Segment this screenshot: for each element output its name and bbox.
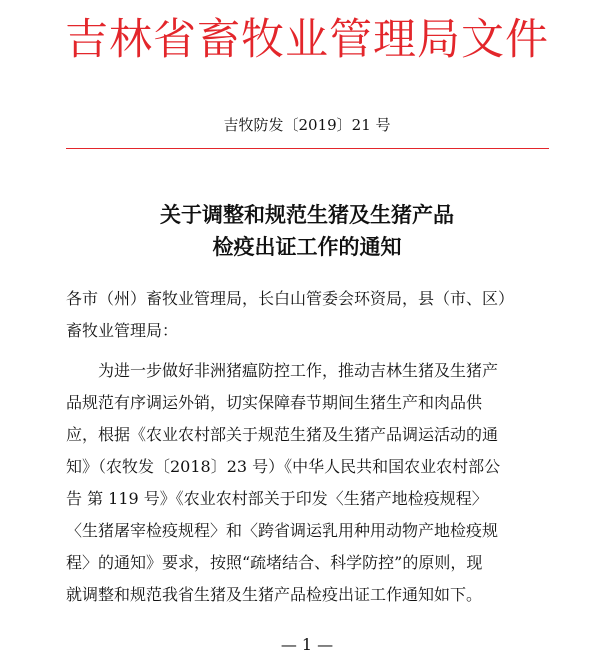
paragraph-line: 为进一步做好非洲猪瘟防控工作，推动吉林生猪及生猪产 (98, 361, 499, 380)
document-number: 吉牧防发〔2019〕21 号 (223, 116, 391, 134)
paragraph-line: 就调整和规范我省生猪及生猪产品检疫出证工作通知如下。 (66, 585, 483, 604)
paragraph-line: 品规范有序调运外销，切实保障春节期间生猪生产和肉品供 (66, 393, 483, 412)
red-divider-line (66, 148, 549, 149)
notice-title-line-1: 关于调整和规范生猪及生猪产品 (160, 203, 454, 227)
issuer-title: 吉林省畜牧业管理局文件 (65, 15, 549, 65)
recipients-line-2: 畜牧业管理局： (66, 321, 179, 340)
paragraph-line: 告 第 119 号》《农业农村部关于印发〈生猪产地检疫规程〉 (66, 489, 488, 508)
notice-title-line-2: 检疫出证工作的通知 (212, 235, 402, 259)
recipients-line-1: 各市（州）畜牧业管理局，长白山管委会环资局，县（市、区） (66, 289, 515, 308)
paragraph-line: 知》（农牧发〔2018〕23 号）《中华人民共和国农业农村部公 (66, 457, 501, 476)
paragraph-line: 〈生猪屠宰检疫规程〉和〈跨省调运乳用种用动物产地检疫规 (66, 521, 499, 540)
paragraph-line: 程〉的通知》要求，按照“疏堵结合、科学防控”的原则，现 (66, 553, 483, 572)
page-number: — 1 — (280, 635, 334, 654)
paragraph-line: 应，根据《农业农村部关于规范生猪及生猪产品调运活动的通 (66, 425, 499, 444)
